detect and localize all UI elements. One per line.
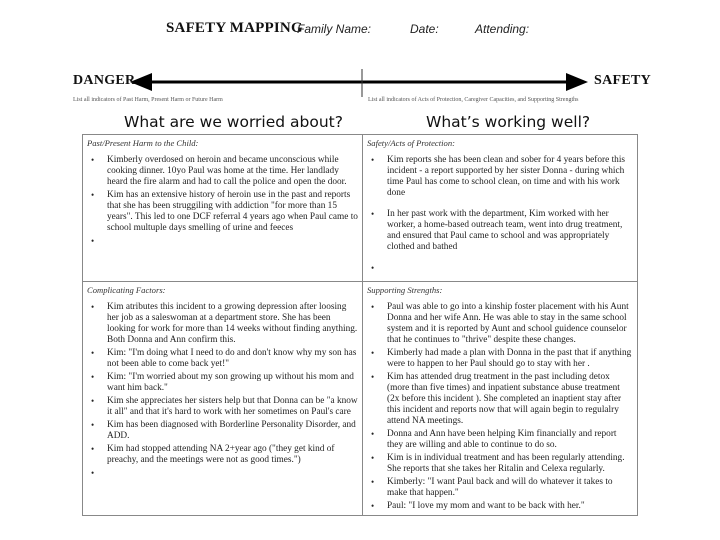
safety-map-grid: [82, 134, 638, 516]
bullet-icon: •: [91, 348, 95, 358]
harm-cell: [83, 135, 363, 282]
list-item-text: Kimberly: "I want Paul back and will do whatever it takes to make that happen.": [387, 477, 613, 498]
bullet-icon: •: [371, 477, 375, 487]
danger-safety-scale: [0, 68, 720, 98]
right-arrowhead-icon: [566, 73, 588, 91]
strengths-list: [367, 302, 633, 512]
list-item-text: Kim has been diagnosed with Borderline Personality Disorder, and ADD.: [107, 420, 356, 441]
list-item-text: In her past work with the department, Kim worked with her worker, a home-based outreach team, went into drug treatment, and ensured that Paul came to school and was appropriately clothed and bathed: [387, 209, 623, 252]
harm-list: [87, 155, 358, 247]
danger-label: DANGER: [73, 73, 136, 88]
list-item-text: Paul was able to go into a kinship foster placement with his Aunt Donna and her wife Ann. He was able to stay in the same school system and it is reported by Aunt and school guidence counselor that he continues to "thrive" despite these changes.: [387, 302, 629, 345]
list-item-text: Kimberly had made a plan with Donna in the past that if anything were to happen to her Paul should go to stay with her .: [387, 348, 632, 369]
list-item-text: Kimberly overdosed on heroin and became unconscious while cooking dinner. 10yo Paul was home at the time. Her landlady heard the fire alarm and had to call the police and open the door.: [107, 155, 347, 187]
complicating-cell-title: Complicating Factors:: [87, 285, 166, 295]
page-title: SAFETY MAPPING: [166, 20, 303, 36]
list-item: [87, 348, 358, 370]
list-item-text: Kim she appreciates her sisters help but that Donna can be "a know it all" and that it's hard to work with her sometimes on Paul's care: [107, 396, 358, 417]
bullet-icon: •: [91, 468, 95, 478]
list-item: [367, 429, 633, 451]
bullet-icon: •: [371, 372, 375, 382]
list-item-text: Kim: "I'm doing what I need to do and don't know why my son has not been able to come back yet!": [107, 348, 357, 369]
list-item: [367, 209, 633, 253]
list-item: [367, 501, 633, 512]
bullet-icon: •: [91, 396, 95, 406]
bullet-icon: •: [371, 263, 375, 273]
list-item: [367, 453, 633, 475]
bullet-icon: •: [91, 302, 95, 312]
list-item: [87, 444, 358, 466]
title-row: [0, 20, 720, 40]
protection-cell-title: Safety/Acts of Protection:: [367, 138, 455, 148]
list-item: [367, 372, 633, 427]
list-item-text: Donna and Ann have been helping Kim financially and report they are willing and able to continue to do so.: [387, 429, 617, 450]
bullet-icon: •: [91, 236, 95, 246]
list-item: [87, 236, 358, 247]
list-item-text: Kim: "I'm worried about my son growing up without his mom and want him back.": [107, 372, 354, 393]
bullet-icon: •: [371, 429, 375, 439]
safety-note: List all indicators of Acts of Protection, Caregiver Capacities, and Supporting Strengths: [368, 97, 579, 103]
danger-note: List all indicators of Past Harm, Present Harm or Future Harm: [73, 97, 223, 103]
list-item: [87, 190, 358, 234]
safety-label: SAFETY: [594, 73, 652, 88]
list-item: [87, 372, 358, 394]
list-item: [367, 477, 633, 499]
bullet-icon: •: [371, 348, 375, 358]
list-item: [87, 302, 358, 346]
strengths-cell: [363, 282, 637, 515]
bullet-icon: •: [371, 453, 375, 463]
list-item: [87, 396, 358, 418]
list-item-text: Kim atributes this incident to a growing depression after loosing her job as a saleswoman at a department store. She has been looking for work for more than 14 weeks without finding anything. Both Donna and Ann confirm this.: [107, 302, 358, 345]
complicating-cell: [83, 282, 363, 515]
worried-heading: What are we worried about?: [124, 113, 343, 131]
harm-cell-title: Past/Present Harm to the Child:: [87, 138, 199, 148]
bullet-icon: •: [91, 420, 95, 430]
list-item: [87, 468, 358, 479]
list-item: [87, 420, 358, 442]
protection-list: [367, 155, 633, 274]
bullet-icon: •: [371, 209, 375, 219]
list-item: [367, 302, 633, 346]
date-field: Date:: [410, 22, 439, 36]
list-item-text: Kim reports she has been clean and sober for 4 years before this incident - a report supported by her sister Donna - during which time Paul has come to school clean, on time and with his work done: [387, 155, 626, 198]
list-item: [367, 348, 633, 370]
list-item-text: Kim is in individual treatment and has been regularly attending. She reports that she takes her Ritalin and Celexa regularly.: [387, 453, 625, 474]
list-item-text: Kim has attended drug treatment in the past including detox (more than five times) and inpatient substance abuse treatment (2x before this incident ). She completed an inaptient stay after this incident and reports now that will again begin to regulalry attend NA meetings.: [387, 372, 622, 426]
bullet-icon: •: [91, 155, 95, 165]
complicating-list: [87, 302, 358, 479]
list-item-text: Kim had stopped attending NA 2+year ago ("they get kind of preachy, and the meetings were not as good times."): [107, 444, 335, 465]
family-name-field: Family Name:: [297, 22, 372, 36]
attending-field: Attending:: [475, 22, 530, 36]
list-item-text: Paul: "I love my mom and want to be back with her.": [387, 501, 585, 511]
list-item: [87, 155, 358, 188]
bullet-icon: •: [91, 190, 95, 200]
strengths-cell-title: Supporting Strengths:: [367, 285, 443, 295]
bullet-icon: •: [91, 372, 95, 382]
bullet-icon: •: [371, 155, 375, 165]
working-well-heading: What’s working well?: [426, 113, 591, 131]
list-item-text: Kim has an extensive history of heroin use in the past and reports that she has been struggiling with addiction "for more than 15 years". This led to one DCF referral 4 years ago when Paul came to school multuple days smelling of urine and feeces: [107, 190, 358, 233]
protection-cell: [363, 135, 637, 282]
bullet-icon: •: [371, 302, 375, 312]
bullet-icon: •: [371, 501, 375, 511]
list-item: [367, 263, 633, 274]
list-item: [367, 155, 633, 199]
bullet-icon: •: [91, 444, 95, 454]
